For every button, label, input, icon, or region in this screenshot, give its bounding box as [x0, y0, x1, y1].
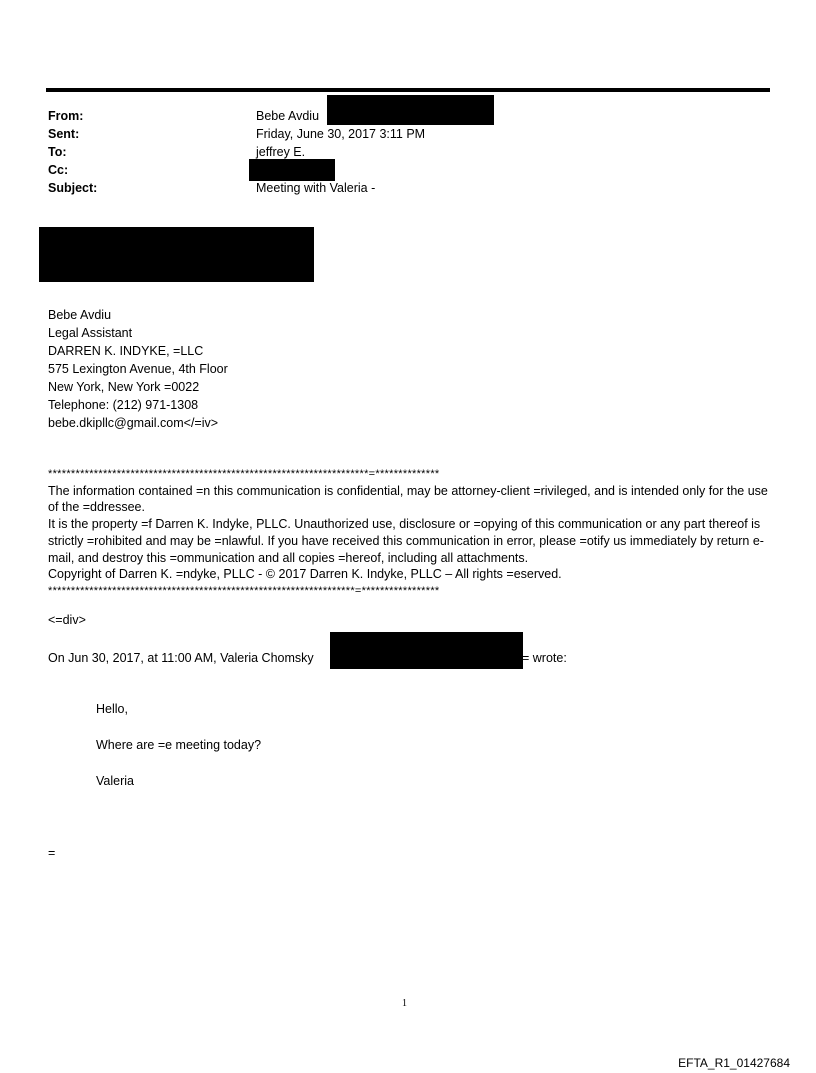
sent-label: Sent:: [48, 127, 80, 141]
signature-email: bebe.dkipllc@gmail.com</=iv>: [48, 416, 219, 430]
signature-address-line-1: 575 Lexington Avenue, 4th Floor: [48, 362, 228, 376]
to-label: To:: [48, 145, 67, 159]
to-value: jeffrey E.: [256, 145, 306, 159]
disclaimer-stars-bottom: *******************************************************************=*****************: [48, 584, 440, 597]
header-rule: [46, 88, 770, 92]
disclaimer-paragraph-1: The information contained =n this communication is confidential, may be attorney-client =rivileged, and is intended only for the use of the =ddressee.: [48, 483, 768, 515]
div-marker: <=div>: [48, 613, 86, 627]
signature-block: [48, 306, 228, 432]
redaction-cc: [249, 159, 335, 181]
quoted-intro-prefix: On Jun 30, 2017, at 11:00 AM, Valeria Chomsky: [48, 651, 314, 665]
redaction-block: [39, 227, 314, 282]
quoted-greeting: Hello,: [96, 702, 128, 716]
sent-value: Friday, June 30, 2017 3:11 PM: [256, 127, 426, 141]
signature-name: Bebe Avdiu: [48, 308, 112, 322]
disclaimer-paragraph-2: It is the property =f Darren K. Indyke, PLLC. Unauthorized use, disclosure or =opying of this communication or any part thereof is strictly =rohibited and may be =nlawful. If you have received this communication in error, please =otify us immediately by return e-mail, and destroy this =ommunication and all copies =hereof, including all attachments.: [48, 517, 764, 565]
disclaimer-stars-top: **********************************************************************=**************: [48, 468, 440, 480]
bates-number: EFTA_R1_01427684: [678, 1056, 790, 1070]
quoted-body: Where are =e meeting today?: [96, 738, 262, 752]
redaction-quoted-email: [330, 632, 523, 669]
quoted-signoff: Valeria: [96, 774, 134, 788]
cc-label: Cc:: [48, 163, 69, 177]
redaction-from: [327, 95, 494, 125]
quoted-intro-suffix: = wrote:: [522, 651, 567, 665]
subject-label: Subject:: [48, 181, 98, 195]
from-label: From:: [48, 109, 84, 123]
confidentiality-disclaimer: [48, 466, 773, 600]
signature-phone: Telephone: (212) 971-1308: [48, 398, 199, 412]
disclaimer-paragraph-3: Copyright of Darren K. =ndyke, PLLC - © 2017 Darren K. Indyke, PLLC – All rights =eserved.: [48, 567, 562, 582]
signature-title: Legal Assistant: [48, 326, 133, 340]
signature-address-line-2: New York, New York =0022: [48, 380, 200, 394]
signature-firm: DARREN K. INDYKE, =LLC: [48, 344, 204, 358]
page-number: 1: [402, 998, 407, 1009]
trailing-marker: =: [48, 846, 56, 860]
subject-value: Meeting with Valeria -: [256, 181, 376, 195]
from-value: Bebe Avdiu: [256, 109, 320, 123]
